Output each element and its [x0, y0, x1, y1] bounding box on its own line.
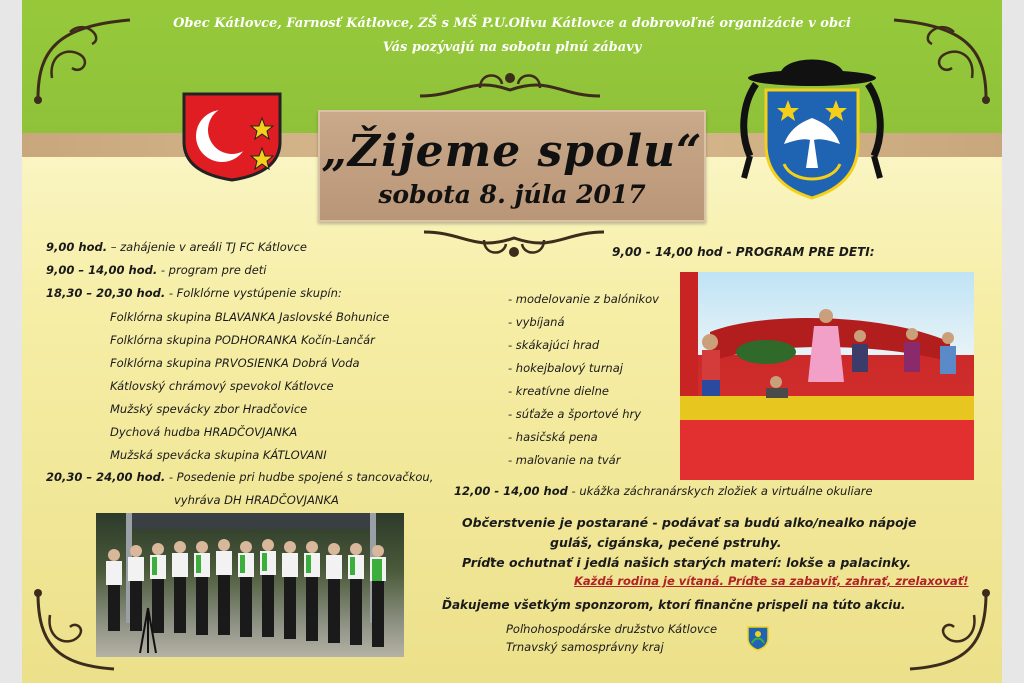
thanks-message: Ďakujeme všetkým sponzorom, ktorí finančne prispeli na túto akciu.: [442, 598, 906, 612]
event-date: sobota 8. júla 2017: [378, 180, 646, 209]
schedule-item: 9,00 hod. – zahájenie v areáli TJ FC Kátlovce: [46, 240, 307, 254]
title-banner: [318, 110, 706, 222]
event-poster: [22, 0, 1002, 683]
group-item: Folklórna skupina BLAVANKA Jaslovské Bohunice: [110, 310, 390, 324]
schedule-item: 20,30 – 24,00 hod. - Posedenie pri hudbe spojené s tancovačkou,: [46, 470, 434, 484]
kids-program-item: - hasičská pena: [508, 430, 598, 444]
group-item: Kátlovský chrámový spevokol Kátlovce: [110, 379, 334, 393]
group-item: Folklórna skupina PODHORANKA Kočín-Lančár: [110, 333, 375, 347]
demo-item: 12,00 - 14,00 hod - ukážka záchranárskych zložiek a virtuálne okuliare: [454, 484, 873, 498]
kids-program-item: - maľovanie na tvár: [508, 453, 621, 467]
kids-program-item: - súťaže a športové hry: [508, 407, 642, 421]
refreshments-line-1: Občerstvenie je postarané - podávať sa budú alko/nealko nápoje: [462, 515, 917, 530]
corner-flourish-icon: [904, 585, 994, 677]
sponsor-name: Poľnohospodárske družstvo Kátlovce: [506, 622, 718, 636]
group-item: Dychová hudba HRADČOVJANKA: [110, 425, 298, 439]
invitation-line-1: Obec Kátlovce, Farnosť Kátlovce, ZŠ s MŠ P.U.Olivu Kátlovce a dobrovoľné organizácie v obci: [173, 16, 851, 31]
group-item: Mužská spevácka skupina KÁTLOVANI: [110, 448, 327, 462]
title-flourish-icon: [410, 66, 610, 108]
welcome-message: Každá rodina je vítaná. Príďte sa zabaviť, zahrať, zrelaxovať!: [574, 574, 969, 588]
refreshments-line-2: guláš, cigánska, pečené pstruhy.: [550, 535, 782, 550]
kids-program-item: - vybíjaná: [508, 315, 565, 329]
group-item: Folklórna skupina PRVOSIENKA Dobrá Voda: [110, 356, 360, 370]
parish-crest-icon: [732, 44, 892, 206]
kids-program-item: - modelovanie z balónikov: [508, 292, 659, 306]
choir-photo: [96, 513, 404, 657]
invitation-line-2: Vás pozývajú na sobotu plnú zábavy: [382, 40, 642, 55]
village-crest-icon: [180, 90, 284, 182]
refreshments-line-3: Príďte ochutnať i jedlá našich starých materí: lokše a palacinky.: [462, 555, 912, 570]
regional-logo-icon: [746, 625, 770, 651]
bouncy-castle-photo: [680, 272, 974, 480]
kids-program-item: - skákajúci hrad: [508, 338, 600, 352]
schedule-item: 9,00 – 14,00 hod. - program pre deti: [46, 263, 267, 277]
kids-program-item: - hokejbalový turnaj: [508, 361, 623, 375]
group-item: Mužský spevácky zbor Hradčovice: [110, 402, 308, 416]
event-title: „Žijeme spolu“: [321, 126, 703, 177]
sponsor-name: Trnavský samosprávny kraj: [506, 640, 664, 654]
kids-program-heading: 9,00 - 14,00 hod - PROGRAM PRE DETI:: [612, 245, 875, 259]
schedule-item-continued: vyhráva DH HRADČOVJANKA: [174, 493, 339, 507]
kids-program-item: - kreatívne dielne: [508, 384, 609, 398]
title-flourish-icon: [414, 222, 614, 262]
schedule-item: 18,30 – 20,30 hod. - Folklórne vystúpenie skupín:: [46, 286, 342, 300]
